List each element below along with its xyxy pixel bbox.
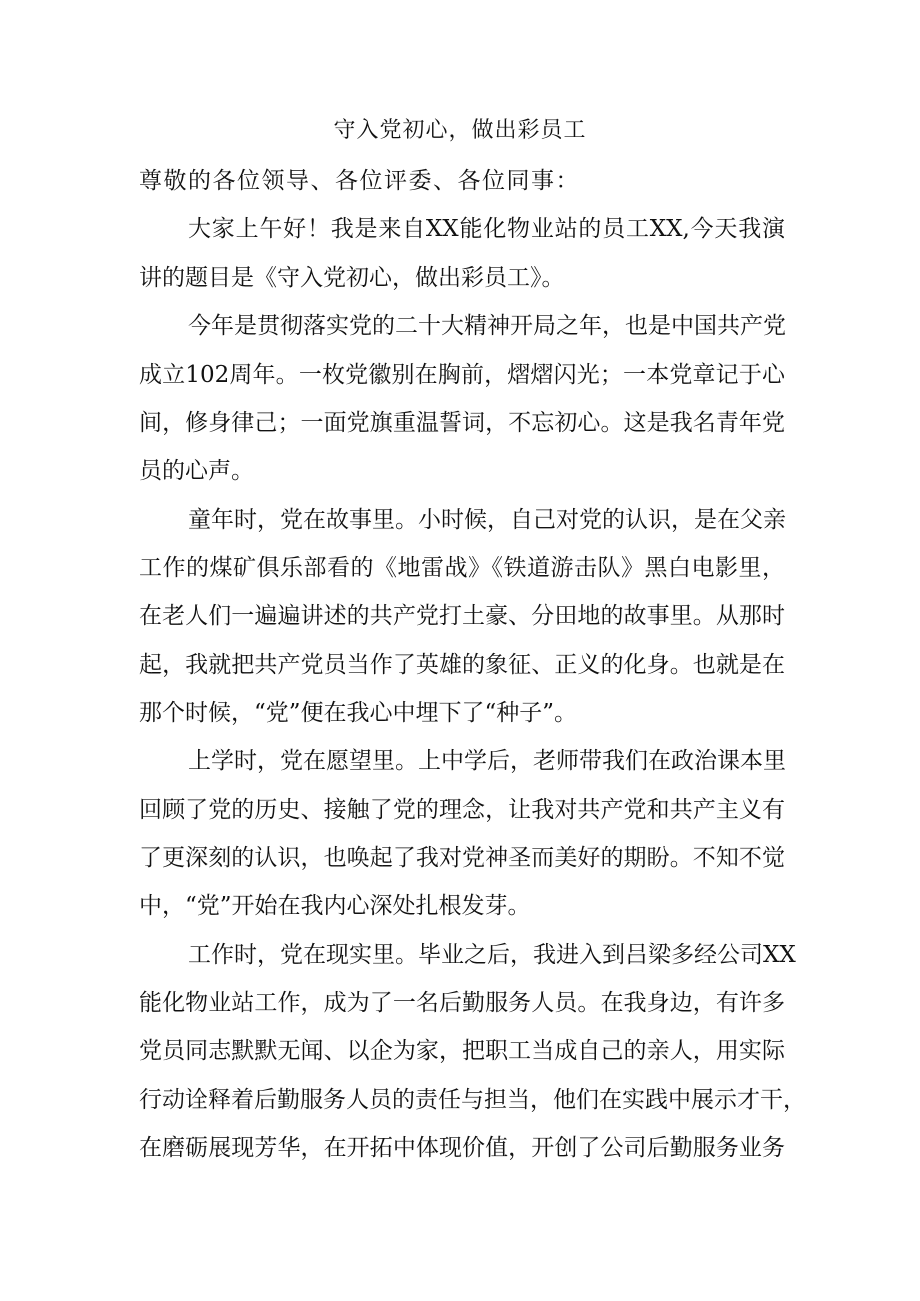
text-line: 起，我就把共产党员当作了英雄的象征、正义的化身。也就是在	[139, 652, 785, 678]
text-line: 工作的煤矿俱乐部看的《地雷战》《铁道游击队》黑白电影里，	[139, 555, 785, 581]
text-line: 讲的题目是《守入党初心，做出彩员工》。	[139, 265, 565, 291]
text-line: 工作时，党在现实里。毕业之后，我进入到吕梁多经公司XX	[188, 942, 796, 968]
text-line: 党员同志默默无闻、以企为家，把职工当成自己的亲人，用实际	[139, 1038, 785, 1064]
text-line: 中，“党”开始在我内心深处扎根发芽。	[139, 893, 531, 919]
text-line: 能化物业站工作，成为了一名后勤服务人员。在我身边，有许多	[139, 990, 785, 1016]
text-line: 今年是贯彻落实党的二十大精神开局之年，也是中国共产党	[188, 313, 786, 339]
document-title: 守入党初心，做出彩员工	[333, 118, 587, 143]
text-line: 大家上午好！我是来自XX能化物业站的员工XX,今天我演	[188, 216, 785, 242]
text-line: 了更深刻的认识，也唤起了我对党神圣而美好的期盼。不知不觉	[139, 845, 785, 871]
text-line: 成立102周年。一枚党徽别在胸前，熠熠闪光；一本党章记于心	[139, 362, 785, 388]
text-line: 在磨砺展现芳华，在开拓中体现价值，开创了公司后勤服务业务	[139, 1135, 785, 1161]
text-line: 间，修身律己；一面党旗重温誓词，不忘初心。这是我名青年党	[139, 410, 785, 436]
salutation-line: 尊敬的各位领导、各位评委、各位同事：	[139, 168, 580, 194]
text-line: 上学时，党在愿望里。上中学后，老师带我们在政治课本里	[188, 748, 786, 774]
text-line: 在老人们一遍遍讲述的共产党打土豪、分田地的故事里。从那时	[139, 603, 785, 629]
text-line: 行动诠释着后勤服务人员的责任与担当，他们在实践中展示才干，	[139, 1087, 806, 1113]
text-line: 那个时候，“党”便在我心中埋下了“种子”。	[139, 700, 578, 726]
text-line: 员的心声。	[139, 458, 254, 484]
text-line: 回顾了党的历史、接触了党的理念，让我对共产党和共产主义有	[139, 797, 785, 823]
text-line: 童年时，党在故事里。小时候，自己对党的认识，是在父亲	[188, 507, 786, 533]
